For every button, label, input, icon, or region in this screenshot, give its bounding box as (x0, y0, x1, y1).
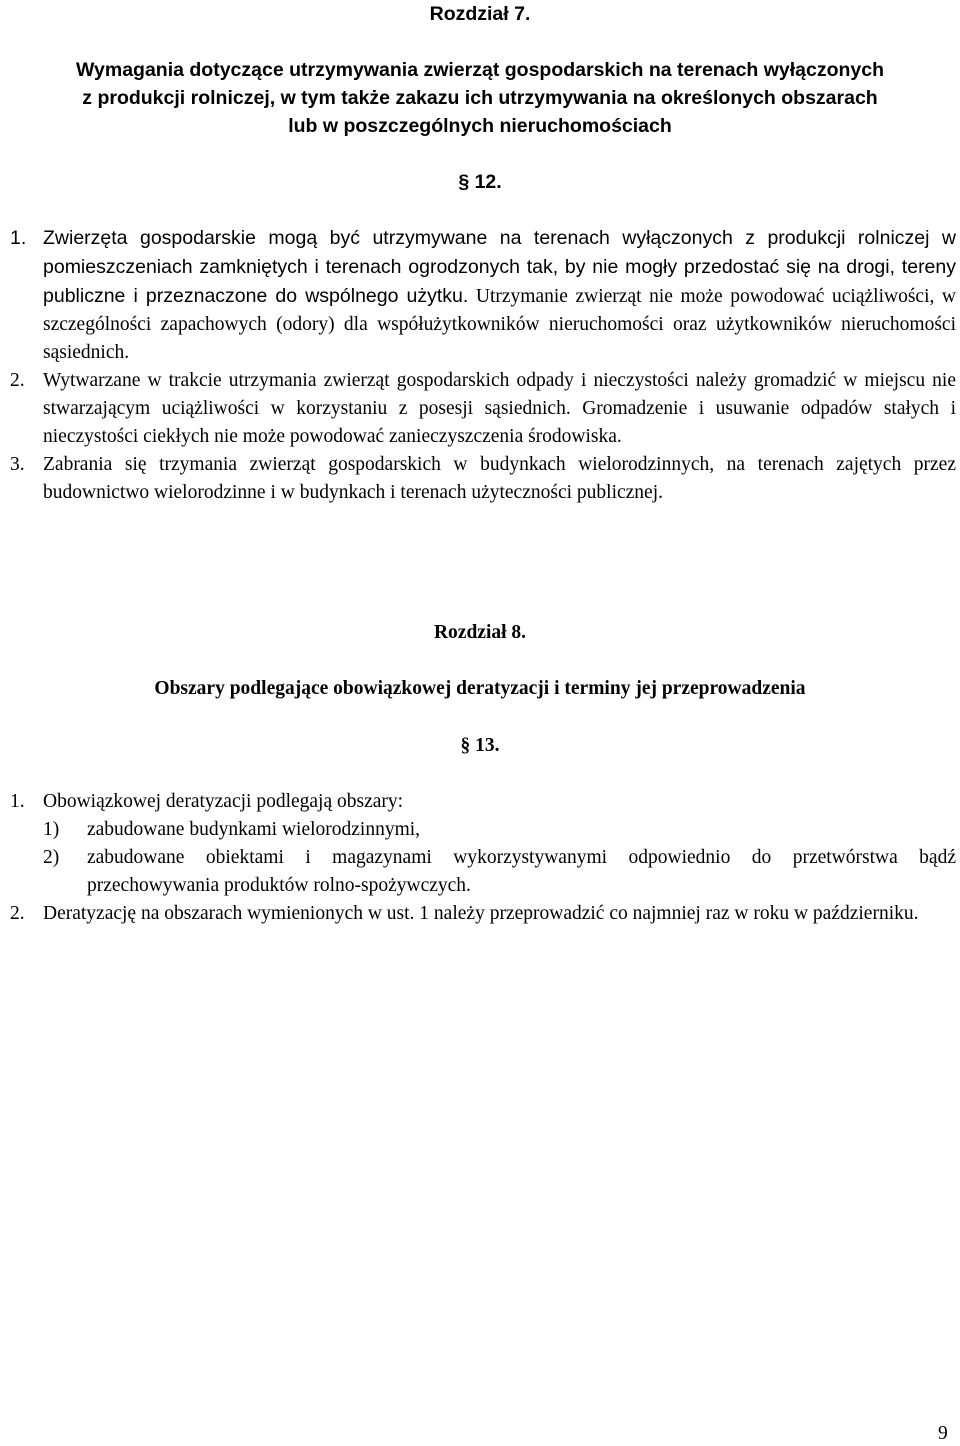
item-text: Deratyzację na obszarach wymienionych w ust. 1 należy przeprowadzić co najmniej raz w roku w październiku. (43, 903, 919, 924)
item-number: 2. (10, 903, 25, 924)
section-12-heading: § 12. (458, 171, 502, 193)
section-13-body (10, 788, 956, 928)
item-text: Zabrania się trzymania zwierząt gospodarskich w budynkach wielorodzinnych, na terenach zajętych przez budownictwo wielorodzinne i w budynkach i terenach użyteczności publicznej. (43, 454, 956, 503)
sub-item-text: zabudowane budynkami wielorodzinnymi, (87, 819, 421, 840)
list-item (10, 788, 956, 816)
chapter-7-title-line: lub w poszczególnych nieruchomościach (288, 115, 672, 137)
item-text-sans: Zwierzęta gospodarskie mogą być utrzymywane na terenach wyłączonych z produkcji rolniczej w pomieszczeniach zamkniętych i terenach ogrodzonych tak, by nie mogły przedostać się na drogi, tereny publiczne i przeznaczone do wspólnego użytku. (43, 227, 956, 307)
page-number: 9 (938, 1423, 948, 1444)
chapter-7-title-line: z produkcji rolniczej, w tym także zakazu ich utrzymywania na określonych obszarach (82, 87, 878, 109)
item-number: 2. (10, 370, 25, 391)
item-number: 3. (10, 454, 25, 475)
sub-item-number: 1) (43, 819, 60, 840)
item-number: 1. (10, 791, 25, 812)
item-text (43, 224, 956, 367)
list-item (10, 367, 956, 451)
item-text-serif: Utrzymanie zwierząt nie może powodować uciążliwości, w szczególności zapachowych (odory) dla współużytkowników nieruchomości oraz użytkowników nieruchomości sąsiednich. (43, 286, 956, 363)
list-item (10, 900, 956, 928)
chapter-7-title-line: Wymagania dotyczące utrzymywania zwierząt gospodarskich na terenach wyłączonych (75, 59, 885, 81)
sub-list-item (10, 816, 956, 844)
chapter-8-heading: Rozdział 8. (433, 622, 527, 643)
chapter-8-title: Obszary podlegające obowiązkowej deratyzacji i terminy jej przeprowadzenia (154, 678, 806, 699)
sub-list-item (10, 844, 956, 900)
list-item (10, 451, 956, 507)
sub-item-text: zabudowane obiektami i magazynami wykorzystywanymi odpowiednio do przetwórstwa bądź przechowywania produktów rolno-spożywczych. (87, 847, 956, 896)
section-13-heading: § 13. (460, 735, 500, 756)
item-text: Obowiązkowej deratyzacji podlegają obszary: (43, 791, 404, 812)
sub-item-number: 2) (43, 847, 60, 868)
item-number: 1. (10, 227, 27, 249)
chapter-7-heading: Rozdział 7. (429, 3, 531, 25)
section-12-body (10, 224, 956, 507)
list-item (10, 224, 956, 367)
item-text: Wytwarzane w trakcie utrzymania zwierząt gospodarskich odpady i nieczystości należy gromadzić w miejscu nie stwarzającym uciążliwości w korzystaniu z posesji sąsiednich. Gromadzenie i usuwanie odpadów stałych i nieczystości ciekłych nie może powodować zanieczyszczenia środowiska. (43, 370, 956, 447)
chapter-7-title (0, 56, 960, 140)
